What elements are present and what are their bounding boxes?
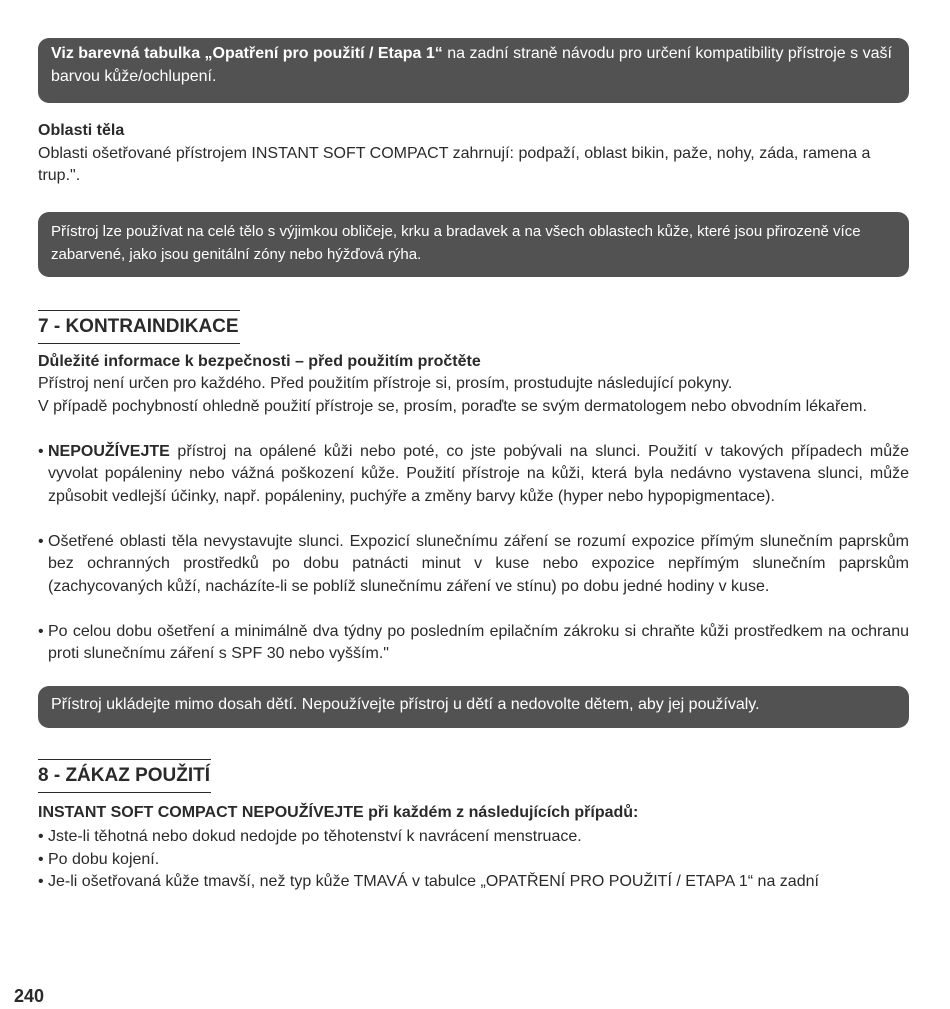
prohibition-item-text: Jste-li těhotná nebo dokud nedojde po těhotenství k navrácení menstruace. [48,828,582,845]
bullet-marker: • [38,873,44,890]
prohibition-subtitle: INSTANT SOFT COMPACT NEPOUŽÍVEJTE při každém z následujících případů: [38,803,639,821]
usage-areas-notice-text: Přístroj lze používat na celé tělo s výjimkou obličeje, krku a bradavek a na všech oblastech kůže, které jsou přirozeně více zabarvené, jako jsou genitální zóny nebo hýžďová rýha. [51,222,861,263]
prohibition-item-text: Po dobu kojení. [48,850,160,868]
body-areas-title: Oblasti těla [38,122,125,139]
contraindication-item-text: Ošetřené oblasti těla nevystavujte slunci. Expozicí slunečnímu záření se rozumí expozice přímým slunečním paprskům bez ochranných prostředků po dobu patnácti minut v kuse nebo expozice nepřímým slunečním paprskům (zachycovaných kůží, nacházíte-li se poblíž slunečnímu záření ve stínu) po dobu jedné hodiny v kuse. [48,532,909,595]
prohibition-item [38,826,909,849]
contraindication-item [38,531,909,599]
color-chart-notice-bold: Viz barevná tabulka „Opatření pro použití / Etapa 1“ [51,45,443,62]
section-7-heading: 7 - KONTRAINDIKACE [38,310,240,344]
prohibition-item [38,849,909,872]
section-8-heading: 8 - ZÁKAZ POUŽITÍ [38,759,211,793]
bullet-marker: • [38,532,44,550]
bullet-marker: • [38,850,44,868]
contraindication-item-text: Po celou dobu ošetření a minimálně dva týdny po posledním epilačním zákroku si chraňte kůži prostředkem na ochranu proti slunečnímu záření s SPF 30 nebo vyšším." [48,622,909,662]
safety-info-line-1: Přístroj není určen pro každého. Před použitím přístroje si, prosím, prostudujte následující pokyny. [38,375,733,392]
safety-info-subtitle: Důležité informace k bezpečnosti – před použitím pročtěte [38,352,481,370]
children-warning-text: Přístroj ukládejte mimo dosah dětí. Nepoužívejte přístroj u dětí a nedovolte dětem, aby jej používaly. [51,695,760,713]
page-number: 240 [14,986,45,1006]
usage-areas-notice-box [38,212,909,277]
contraindication-item-bold: NEPOUŽÍVEJTE [48,442,170,460]
contraindication-item [38,621,909,666]
prohibition-item-text: Je-li ošetřovaná kůže tmavší, než typ kůže TMAVÁ v tabulce „OPATŘENÍ PRO POUŽITÍ / ETAPA 1“ na zadní [48,873,819,890]
bullet-marker: • [38,442,44,460]
document-page [38,38,909,894]
safety-info-line-2: V případě pochybností ohledně použití přístroje se, prosím, poraďte se svým dermatologem nebo obvodním lékařem. [38,397,867,415]
contraindication-item [38,441,909,509]
children-warning-box [38,686,909,728]
color-chart-notice-box [38,38,909,103]
bullet-marker: • [38,828,44,845]
bullet-marker: • [38,622,44,640]
body-areas-text: Oblasti ošetřované přístrojem INSTANT SOFT COMPACT zahrnují: podpaží, oblast bikin, paže, nohy, záda, ramena a trup.". [38,144,871,184]
prohibition-item [38,871,909,894]
contraindication-item-text: přístroj na opálené kůži nebo poté, co jste pobývali na slunci. Použití v takových případech může vyvolat popáleniny nebo vážná poškození kůže. Použití přístroje na kůži, která byla nedávno vystavena slunci, může způsobit vedlejší účinky, např. popáleniny, puchýře a změny barvy kůže (hyper nebo hypopigmentace). [48,442,909,505]
color-chart-notice-text: na zadní straně návodu pro určení kompatibility přístroje s vaší barvou kůže/ochlupení. [51,45,892,85]
